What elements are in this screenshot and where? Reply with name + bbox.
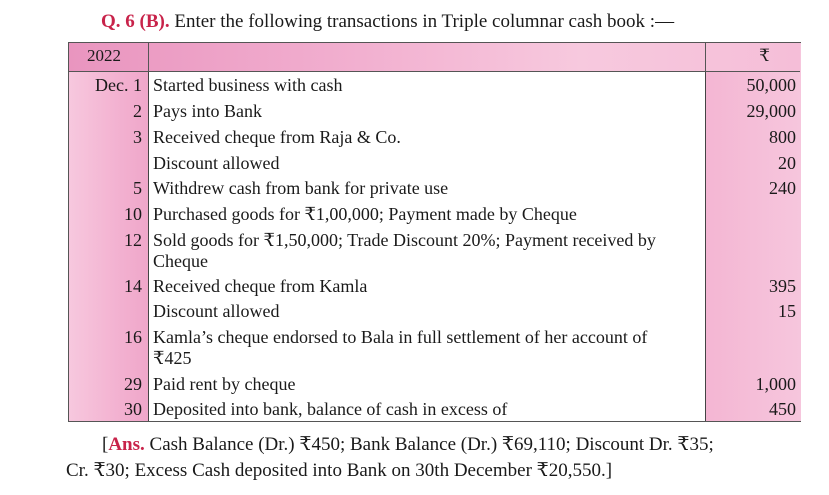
row-particulars: Discount allowed: [153, 153, 280, 173]
answer-label: Ans.: [108, 434, 145, 455]
row-particulars: Deposited into bank, balance of cash in excess of: [153, 399, 508, 419]
row-particulars: Started business with cash: [153, 75, 343, 95]
row-date: 10: [124, 204, 142, 224]
answer-text-1: Cash Balance (Dr.) ₹450; Bank Balance (Dr.) ₹69,110; Discount Dr. ₹35;: [149, 434, 714, 455]
row-date: 29: [124, 374, 142, 394]
row-amount: 50,000: [746, 75, 796, 95]
row-amount: 450: [769, 399, 796, 419]
row-date: 14: [124, 276, 142, 296]
row-particulars: Paid rent by cheque: [153, 374, 296, 394]
table-header: [69, 43, 800, 72]
row-amount: 395: [769, 276, 796, 296]
row-amount: 800: [769, 127, 796, 147]
row-particulars: Received cheque from Kamla: [153, 276, 368, 296]
answer-block: [66, 432, 806, 484]
cash-book-table: [68, 42, 801, 422]
header-divider: [148, 43, 149, 71]
answer-line-2: [66, 458, 806, 484]
question-text: Enter the following transactions in Triple columnar cash book :—: [174, 11, 675, 32]
row-particulars: Sold goods for ₹1,50,000; Trade Discount 20%; Payment received by: [153, 230, 656, 250]
row-date: 12: [124, 230, 142, 250]
answer-line-1: [Ans. Cash Balance (Dr.) ₹450; Bank Balance (Dr.) ₹69,110; Discount Dr. ₹35;: [102, 434, 714, 455]
row-particulars: Cheque: [153, 251, 208, 271]
header-currency: ₹: [759, 46, 770, 65]
row-particulars: Discount allowed: [153, 301, 280, 321]
row-particulars: Withdrew cash from bank for private use: [153, 178, 449, 198]
row-amount: 15: [778, 301, 796, 321]
row-particulars: Received cheque from Raja & Co.: [153, 127, 401, 147]
question-number: Q. 6 (B).: [101, 11, 170, 32]
row-particulars: Kamla’s cheque endorsed to Bala in full settlement of her account of: [153, 327, 648, 347]
row-date: 2: [133, 101, 142, 121]
row-date: 30: [124, 399, 142, 419]
row-amount: 20: [778, 153, 796, 173]
row-date: Dec. 1: [95, 75, 142, 95]
row-date: 3: [133, 127, 142, 147]
row-date: 16: [124, 327, 142, 347]
answer-text-2: Cr. ₹30; Excess Cash deposited into Bank on 30th December ₹20,550.]: [66, 460, 613, 481]
row-amount: 1,000: [755, 374, 796, 394]
row-particulars: Pays into Bank: [153, 101, 263, 121]
row-date: 5: [133, 178, 142, 198]
row-particulars: Purchased goods for ₹1,00,000; Payment made by Cheque: [153, 204, 577, 224]
header-divider: [705, 43, 706, 71]
header-year: 2022: [87, 46, 121, 65]
row-particulars: ₹425: [153, 348, 192, 368]
row-amount: 29,000: [746, 101, 796, 121]
question-heading: [101, 10, 674, 34]
row-amount: 240: [769, 178, 796, 198]
